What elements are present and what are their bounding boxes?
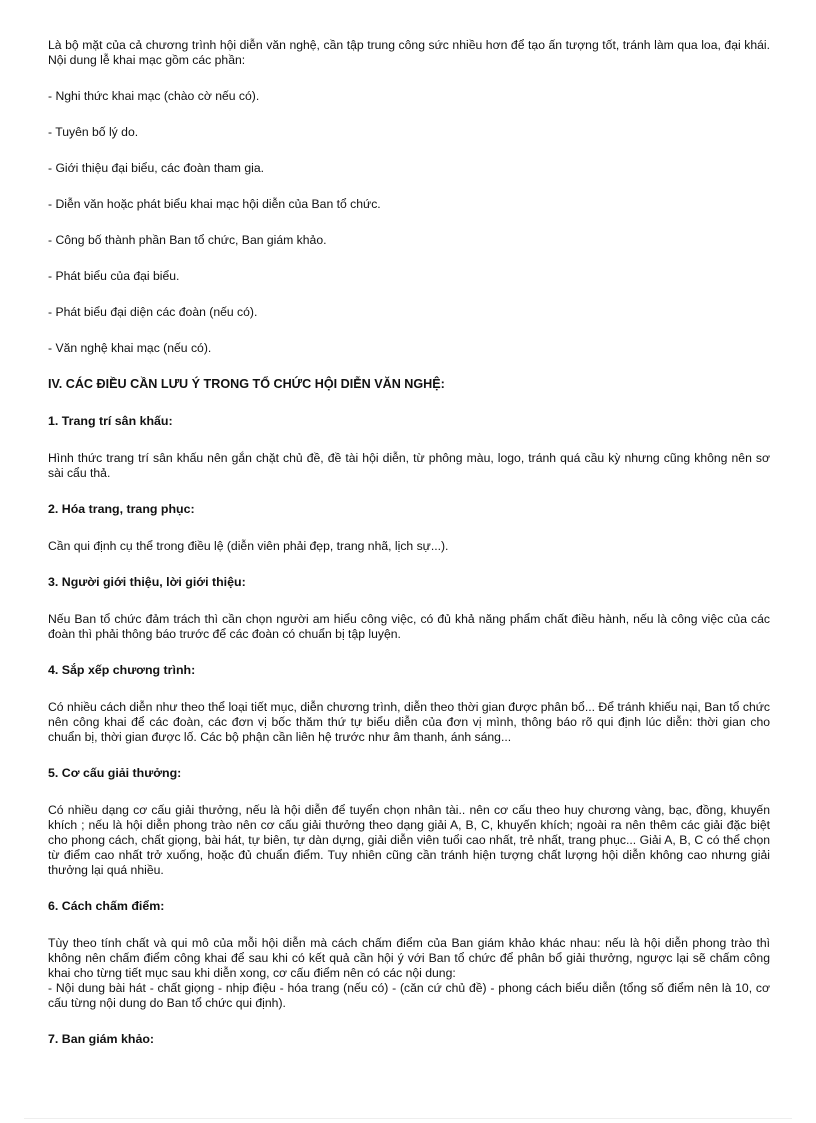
list-item: - Phát biểu của đại biểu. <box>48 269 180 283</box>
heading-prize-structure: 5. Cơ cấu giải thưởng: <box>48 766 182 780</box>
section-iv-title: IV. CÁC ĐIỀU CẦN LƯU Ý TRONG TỔ CHỨC HỘI DIỄN VĂN NGHỆ: <box>48 377 445 391</box>
heading-program-arrangement: 4. Sắp xếp chương trình: <box>48 663 196 677</box>
heading-stage-decoration: 1. Trang trí sân khấu: <box>48 414 173 428</box>
list-item: - Nghi thức khai mạc (chào cờ nếu có). <box>48 89 260 103</box>
list-item: - Tuyên bố lý do. <box>48 125 139 139</box>
list-item: - Phát biểu đại diện các đoàn (nếu có). <box>48 305 258 319</box>
paragraph-presenter: Nếu Ban tổ chức đảm trách thì cần chọn người am hiểu công việc, có đủ khả năng phẩm chất điều hành, nếu là công việc của các đoàn thì phải thông báo trước để các đoàn có chuẩn bị tập luyện. <box>48 612 770 641</box>
paragraph-scoring: Tùy theo tính chất và qui mô của mỗi hội diễn mà cách chấm điểm của Ban giám khảo khác nhau: nếu là hội diễn phong trào thì không nên chấm điểm công khai để sau khi có kết quả cần hội ý với Ban tổ chức để phân bổ giải thưởng, ngược lại sẽ chấm công khai cho từng tiết mục sau khi diễn xong, cơ cấu điểm nên có các nội dung: <box>48 936 770 980</box>
list-item: - Diễn văn hoặc phát biểu khai mạc hội diễn của Ban tổ chức. <box>48 197 381 211</box>
intro-paragraph: Là bộ mặt của cả chương trình hội diễn văn nghệ, cần tập trung công sức nhiều hơn để tạo ấn tượng tốt, tránh làm qua loa, đại khái. Nội dung lễ khai mạc gồm các phần: <box>48 38 770 67</box>
list-item: - Văn nghệ khai mạc (nếu có). <box>48 341 212 355</box>
heading-scoring: 6. Cách chấm điểm: <box>48 899 165 913</box>
paragraph-prize-structure: Có nhiều dạng cơ cấu giải thưởng, nếu là hội diễn để tuyển chọn nhân tài.. nên cơ cấu theo huy chương vàng, bạc, đồng, khuyến khích ; nếu là hội diễn phong trào nên cơ cấu giải thưởng theo dạng giải A, B, C, khuyến khích; ngoài ra nên thêm các giải đặc biệt cho phong cách, chất giọng, bài hát, tự biên, tự dàn dựng, giải diễn viên tuổi cao nhất, trẻ nhất, trang phục... Giải A, B, C có thể chọn từ điểm cao nhất trở xuống, hoặc đủ chuẩn điểm. Tuy nhiên cũng cần tránh hiện tượng chất lượng hội diễn không cao nhưng giải thưởng lại quá nhiều. <box>48 803 770 877</box>
paragraph-stage-decoration: Hình thức trang trí sân khấu nên gắn chặt chủ đề, đề tài hội diễn, từ phông màu, logo, tránh quá cầu kỳ nhưng cũng không nên sơ sài cẩu thả. <box>48 451 770 480</box>
paragraph-scoring-criteria: - Nội dung bài hát - chất giọng - nhịp điệu - hóa trang (nếu có) - (căn cứ chủ đề) - phong cách biểu diễn (tổng số điểm nên là 10, cơ cấu từng nội dung do Ban tổ chức qui định). <box>48 981 770 1010</box>
list-item: - Công bố thành phần Ban tổ chức, Ban giám khảo. <box>48 233 327 247</box>
paragraph-program-arrangement: Có nhiều cách diễn như theo thể loại tiết mục, diễn chương trình, diễn theo thời gian được phân bổ... Để tránh khiếu nại, Ban tổ chức nên công khai để các đoàn, các đơn vị bốc thăm thứ tự biểu diễn của đơn vị mình, thông báo rõ qui định lúc diễn: thời gian cho chuẩn bị, thời gian được lố. Các bộ phận cần liên hệ trước như âm thanh, ánh sáng... <box>48 700 770 744</box>
heading-jury: 7. Ban giám khảo: <box>48 1032 155 1046</box>
heading-presenter: 3. Người giới thiệu, lời giới thiệu: <box>48 575 246 589</box>
paragraph-makeup-costume: Cần qui định cụ thể trong điều lệ (diễn viên phải đẹp, trang nhã, lịch sự...). <box>48 539 449 553</box>
page-bottom-divider <box>24 1118 792 1119</box>
heading-makeup-costume: 2. Hóa trang, trang phục: <box>48 502 195 516</box>
list-item: - Giới thiệu đại biểu, các đoàn tham gia. <box>48 161 264 175</box>
document-page <box>48 38 770 1069</box>
